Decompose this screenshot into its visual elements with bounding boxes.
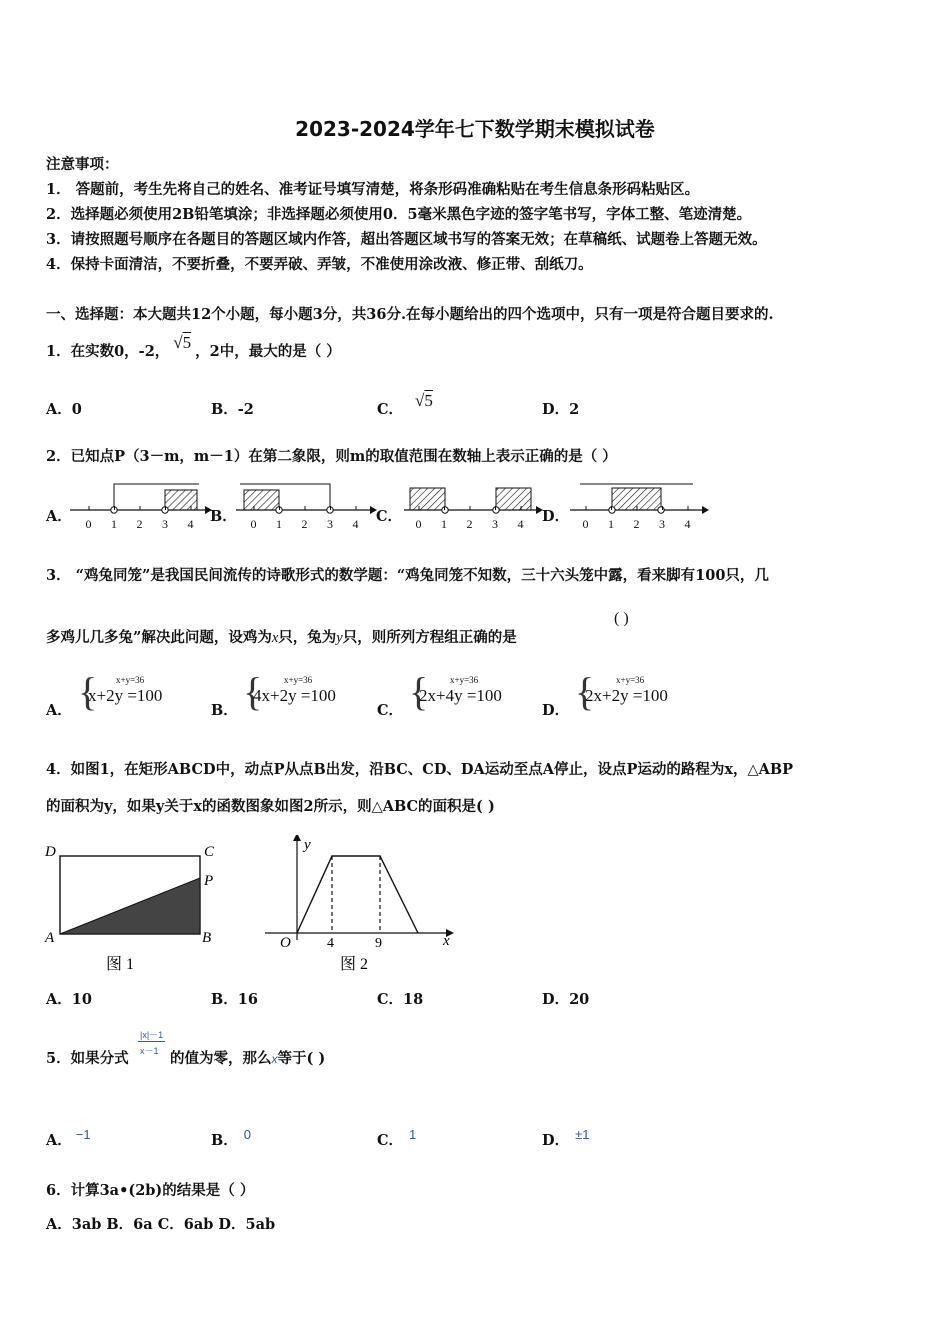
fig2-label-y: y	[304, 837, 311, 853]
number-line-c	[404, 488, 543, 514]
fig2-tick-4: 4	[327, 936, 334, 951]
tick-label: 4	[187, 517, 194, 531]
question-4-line2: 的面积为y，如果y关于x的函数图象如图2所示，则△ABC的面积是( )	[46, 798, 495, 815]
question-4-line1: 4．如图1，在矩形ABCD中，动点P从点B出发，沿BC、CD、DA运动至点A停止，设点P运动的路程为x，△ABP	[46, 761, 794, 778]
notice-item: 2．选择题必须使用2B铅笔填涂；非选择题必须使用0．5毫米黑色字迹的签字笔书写，字体工整、笔迹清楚。	[46, 206, 752, 223]
tick-label: 0	[582, 517, 589, 531]
eq-bottom: 4x+2y =100	[253, 686, 336, 705]
q5-option-a[interactable]: A． −1	[46, 1127, 91, 1149]
q4-option-b[interactable]: B．16	[211, 991, 258, 1008]
eq-top: x+y=36	[284, 675, 313, 685]
fig1-label-b: B	[202, 930, 212, 946]
tick-label: 1	[111, 517, 117, 531]
fig2-label-o: O	[280, 935, 291, 951]
tick-label: 2	[633, 517, 640, 531]
question-2-stem: 2．已知点P（3－m，m－1）在第二象限，则m的取值范围在数轴上表示正确的是（ ）	[46, 448, 617, 465]
fraction-numerator: |x|－1	[140, 1030, 164, 1040]
tick-label: 2	[136, 517, 143, 531]
eq-top: x+y=36	[450, 675, 479, 685]
tick-label: 1	[441, 517, 447, 531]
notice-item: 1． 答题前，考生先将自己的姓名、准考证号填写清楚，将条形码准确粘贴在考生信息条形码粘贴区。	[46, 181, 700, 198]
fig1-label-c: C	[204, 844, 215, 860]
tick-label: 2	[301, 517, 308, 531]
q1-option-d[interactable]: D．2	[542, 401, 580, 418]
tick-label: 0	[85, 517, 92, 531]
sqrt-radicand: 5	[182, 333, 192, 352]
eq-bottom: 2x+2y =100	[585, 686, 668, 705]
tick-label: 0	[415, 517, 422, 531]
tick-label: 1	[276, 517, 282, 531]
question-1-post: ，2中，最大的是（ ）	[195, 343, 341, 360]
q5-option-d[interactable]: D． ±1	[542, 1127, 590, 1149]
q1-option-a[interactable]: A．0	[46, 401, 82, 418]
notice-heading: 注意事项：	[46, 156, 119, 173]
q3-option-a-label[interactable]: A．	[46, 702, 72, 719]
fig2-caption: 图 2	[340, 956, 369, 973]
q4-figures	[40, 835, 470, 980]
q5-option-b[interactable]: B． 0	[211, 1127, 251, 1149]
q2-option-b-label[interactable]: B．	[210, 508, 237, 525]
question-5-pre: 5．如果分式	[46, 1050, 129, 1067]
tick-label: 1	[608, 517, 614, 531]
q5-option-c[interactable]: C． 1	[377, 1127, 417, 1149]
q2-number-lines	[0, 470, 950, 540]
page-title: 2023-2024学年七下数学期末模拟试卷	[295, 117, 655, 141]
question-3-line1: 3． “鸡兔同笼”是我国民间流传的诗歌形式的数学题：“鸡兔同笼不知数，三十六头笼中露，看来脚有100只，几	[46, 567, 769, 584]
sqrt-5: √5	[173, 333, 192, 352]
tick-label: 3	[162, 517, 168, 531]
brace: {	[78, 669, 98, 714]
tick-label: 3	[327, 517, 333, 531]
tick-label: 4	[517, 517, 524, 531]
tick-label: 3	[659, 517, 665, 531]
question-3-answer-paren: ( )	[614, 610, 629, 627]
question-1-pre: 1．在实数0，-2，	[46, 343, 170, 360]
figure-2-graph	[265, 835, 454, 973]
brace: {	[243, 669, 263, 714]
eq-bottom: x+2y =100	[88, 686, 163, 705]
q6-options[interactable]: A．3ab B．6a C．6ab D．5ab	[46, 1216, 276, 1233]
q4-option-a[interactable]: A．10	[46, 991, 92, 1008]
brace: {	[575, 669, 595, 714]
tick-label: 3	[492, 517, 498, 531]
fraction-denominator: x－1	[140, 1046, 159, 1056]
q1-option-c[interactable]: C． √5	[377, 391, 433, 418]
fig1-label-a: A	[45, 930, 55, 946]
fig1-label-p: P	[204, 873, 214, 889]
notice-item: 3．请按照题号顺序在各题目的答题区域内作答，超出答题区域书写的答案无效；在草稿纸、试题卷上答题无效。	[46, 231, 767, 248]
q3-option-b-label[interactable]: B．	[211, 702, 238, 719]
tick-label: 4	[684, 517, 691, 531]
q2-option-d-label[interactable]: D．	[542, 508, 570, 525]
tick-label: 2	[466, 517, 473, 531]
fig1-caption: 图 1	[106, 956, 135, 973]
tick-label: 4	[352, 517, 359, 531]
question-6-stem: 6．计算3a•(2b)的结果是（ ）	[46, 1182, 255, 1199]
section-heading: 一、选择题：本大题共12个小题，每小题3分，共36分.在每小题给出的四个选项中，只有一项是符合题目要求的.	[46, 306, 774, 323]
q2-option-a-label[interactable]: A．	[46, 508, 72, 525]
question-1-stem	[46, 333, 341, 361]
eq-top: x+y=36	[116, 675, 145, 685]
tick-label: 0	[250, 517, 257, 531]
fig1-label-d: D	[45, 844, 56, 860]
q3-option-c-label[interactable]: C．	[377, 702, 404, 719]
eq-bottom: 2x+4y =100	[419, 686, 502, 705]
question-5-post: 的值为零，那么x等于( )	[170, 1050, 326, 1067]
q3-option-d-label[interactable]: D．	[542, 702, 570, 719]
q4-option-d[interactable]: D．20	[542, 991, 590, 1008]
figure-1-rectangle	[44, 844, 215, 973]
fig2-label-x: x	[443, 933, 450, 949]
question-3-line2: 多鸡儿几多兔”解决此问题，设鸡为x只，兔为y只，则所列方程组正确的是	[46, 629, 517, 646]
q1-option-b[interactable]: B．-2	[211, 401, 254, 418]
q2-option-c-label[interactable]: C．	[376, 508, 403, 525]
eq-top: x+y=36	[616, 675, 645, 685]
fig2-tick-9: 9	[375, 936, 382, 951]
notice-item: 4．保持卡面清洁，不要折叠，不要弄破、弄皱，不准使用涂改液、修正带、刮纸刀。	[46, 256, 593, 273]
brace: {	[409, 669, 429, 714]
q4-option-c[interactable]: C．18	[377, 991, 424, 1008]
